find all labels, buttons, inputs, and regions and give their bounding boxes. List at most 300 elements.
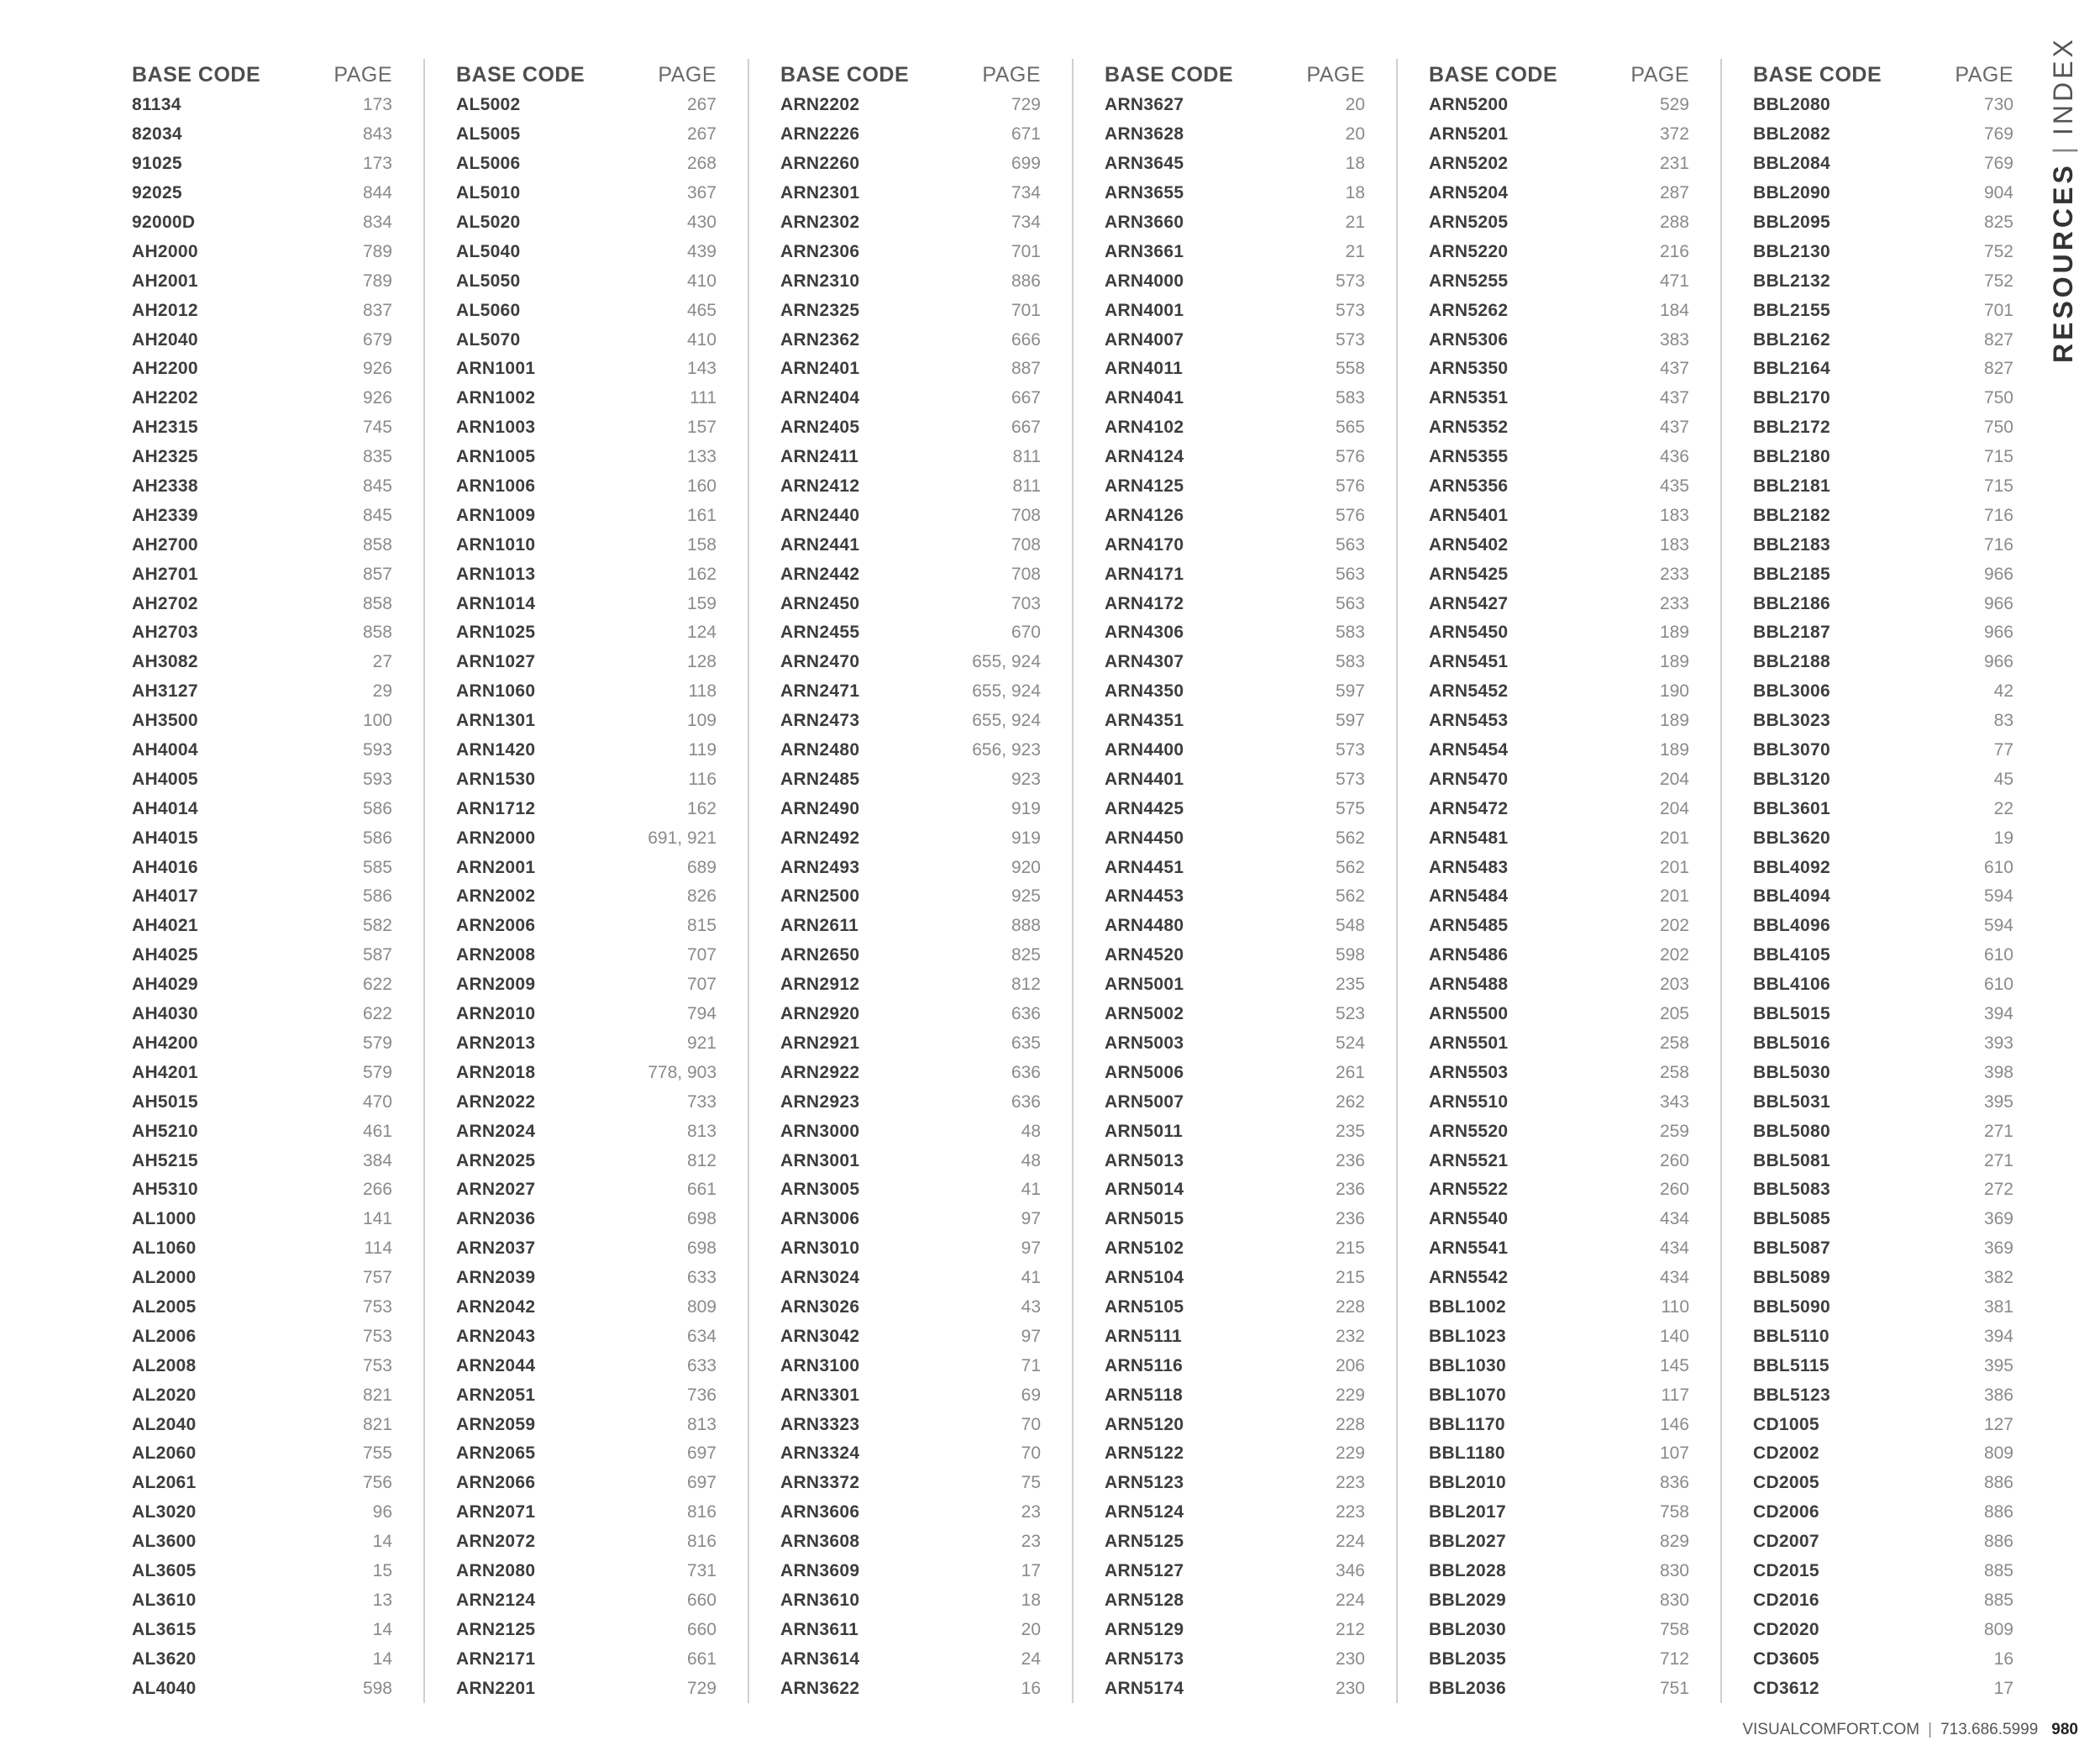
index-row: [780, 707, 1041, 736]
base-code: BBL2180: [1753, 447, 1830, 467]
page-ref: 887: [1011, 359, 1041, 379]
page-ref: 260: [1659, 1150, 1689, 1170]
page-ref: 845: [362, 476, 392, 497]
base-code: BBL2188: [1753, 652, 1830, 672]
page-ref: 622: [362, 975, 392, 995]
section-title: [2048, 36, 2079, 363]
index-row: [132, 1264, 392, 1293]
index-row: [1429, 472, 1689, 502]
index-row: [456, 707, 717, 736]
base-code: ARN2009: [456, 975, 536, 995]
base-code: ARN3606: [780, 1502, 860, 1522]
base-code: ARN4425: [1105, 798, 1184, 818]
index-row: [456, 1644, 717, 1674]
page-ref: 836: [1659, 1473, 1689, 1493]
base-code: AH2325: [132, 447, 198, 467]
base-code: ARN4041: [1105, 388, 1184, 408]
index-row: [1105, 1380, 1365, 1410]
page-ref: 716: [1983, 505, 2013, 525]
index-row: [780, 266, 1041, 296]
page-ref: 813: [686, 1414, 717, 1434]
base-code: ARN5220: [1429, 241, 1509, 261]
base-code: AL5060: [456, 300, 521, 320]
base-code: ARN2325: [780, 300, 860, 320]
index-row: [1753, 1058, 2013, 1087]
page-ref: 811: [1012, 476, 1041, 497]
index-row: [1753, 179, 2013, 208]
index-row: [1753, 1528, 2013, 1557]
base-code: ARN2010: [456, 1004, 536, 1024]
index-row: [132, 1205, 392, 1234]
base-code: BBL3620: [1753, 828, 1830, 848]
index-row: [1753, 120, 2013, 150]
page-ref: 16: [1993, 1648, 2013, 1669]
base-code: ARN2071: [456, 1502, 536, 1522]
page-ref: 593: [362, 740, 392, 760]
page-ref: 594: [1983, 886, 2013, 907]
base-code: ARN2450: [780, 593, 860, 613]
base-code: AH2338: [132, 476, 198, 497]
index-row: [780, 589, 1041, 618]
index-row: [132, 179, 392, 208]
page-ref: 660: [686, 1590, 717, 1610]
base-code: ARN5127: [1105, 1560, 1184, 1580]
page-ref: 886: [1983, 1532, 2013, 1552]
page-ref: 821: [362, 1385, 392, 1405]
page-ref: 159: [686, 593, 717, 613]
page-ref: 48: [1021, 1150, 1041, 1170]
index-row: [1753, 560, 2013, 589]
base-code: BBL2172: [1753, 418, 1830, 438]
index-row: [456, 150, 717, 179]
base-code: ARN4307: [1105, 652, 1184, 672]
column-header: [1105, 59, 1365, 91]
base-code: ARN5350: [1429, 359, 1509, 379]
page-ref: 573: [1335, 300, 1365, 320]
index-row: [1753, 1264, 2013, 1293]
index-row: [132, 1175, 392, 1205]
index-row: [456, 1293, 717, 1322]
page-ref: 470: [362, 1091, 392, 1112]
index-row: [1753, 530, 2013, 560]
header-base-code: BASE CODE: [1429, 62, 1558, 87]
page-ref: 586: [362, 798, 392, 818]
index-row: [780, 208, 1041, 238]
base-code: AL4040: [132, 1678, 197, 1698]
base-code: ARN2306: [780, 241, 860, 261]
footer-phone: 713.686.5999: [1940, 1721, 2039, 1738]
index-row: [1753, 1000, 2013, 1029]
page-ref: 75: [1021, 1473, 1041, 1493]
base-code: ARN2066: [456, 1473, 536, 1493]
index-row: [1753, 1469, 2013, 1498]
page-ref: 259: [1659, 1121, 1689, 1141]
page-ref: 183: [1659, 505, 1689, 525]
page-ref: 71: [1021, 1355, 1041, 1375]
page-ref: 369: [1983, 1209, 2013, 1229]
base-code: ARN2473: [780, 711, 860, 731]
base-code: ARN1013: [456, 564, 536, 584]
header-base-code: BASE CODE: [1105, 62, 1234, 87]
base-code: ARN5111: [1105, 1326, 1182, 1346]
index-row: [780, 765, 1041, 794]
base-code: ARN2470: [780, 652, 860, 672]
base-code: ARN1530: [456, 769, 536, 789]
index-row: [1105, 1644, 1365, 1674]
index-row: [132, 1674, 392, 1703]
index-row: [132, 530, 392, 560]
page-ref: 116: [688, 769, 717, 789]
page-ref: 812: [1011, 975, 1041, 995]
page-ref: 830: [1659, 1590, 1689, 1610]
page-ref: 69: [1021, 1385, 1041, 1405]
page-ref: 369: [1983, 1238, 2013, 1259]
index-row: [1105, 1322, 1365, 1351]
base-code: CD2002: [1753, 1443, 1819, 1464]
base-code: AL3605: [132, 1560, 197, 1580]
page-ref: 691, 921: [648, 828, 717, 848]
page-ref: 622: [362, 1004, 392, 1024]
base-code: AL3620: [132, 1648, 197, 1669]
index-row: [1753, 384, 2013, 413]
page-ref: 573: [1335, 740, 1365, 760]
page-ref: 128: [686, 652, 717, 672]
index-row: [456, 355, 717, 384]
page-ref: 20: [1345, 124, 1365, 145]
base-code: ARN2042: [456, 1296, 536, 1317]
base-code: ARN2650: [780, 945, 860, 965]
index-row: [1429, 1585, 1689, 1615]
index-row: [1429, 266, 1689, 296]
page-ref: 698: [686, 1209, 717, 1229]
base-code: ARN5401: [1429, 505, 1509, 525]
index-row: [456, 882, 717, 912]
index-row: [1429, 707, 1689, 736]
base-code: ARN4172: [1105, 593, 1184, 613]
page-ref: 212: [1335, 1619, 1365, 1639]
page-ref: 751: [1659, 1678, 1689, 1698]
base-code: ARN4000: [1105, 271, 1184, 291]
index-row: [1429, 150, 1689, 179]
base-code: AH4005: [132, 769, 198, 789]
page-ref: 41: [1021, 1268, 1041, 1288]
base-code: ARN4350: [1105, 681, 1184, 702]
page-ref: 215: [1335, 1238, 1365, 1259]
base-code: ARN3627: [1105, 95, 1184, 115]
index-row: [1429, 1439, 1689, 1469]
base-code: CD2007: [1753, 1532, 1819, 1552]
index-column: [1072, 59, 1396, 1703]
index-row: [780, 1351, 1041, 1380]
page-ref: 597: [1335, 681, 1365, 702]
base-code: ARN2072: [456, 1532, 536, 1552]
index-row: [1105, 1175, 1365, 1205]
index-row: [1753, 941, 2013, 970]
page-ref: 736: [686, 1385, 717, 1405]
index-row: [132, 648, 392, 677]
index-row: [1753, 1557, 2013, 1586]
index-row: [1429, 560, 1689, 589]
base-code: BBL2095: [1753, 213, 1830, 232]
page-ref: 236: [1335, 1150, 1365, 1170]
page-ref: 813: [686, 1121, 717, 1141]
base-code: ARN5483: [1429, 857, 1509, 877]
index-row: [456, 1674, 717, 1703]
base-code: ARN5472: [1429, 798, 1509, 818]
index-row: [780, 1557, 1041, 1586]
base-code: AH4030: [132, 1004, 198, 1024]
page-ref: 667: [1011, 388, 1041, 408]
index-row: [1429, 853, 1689, 882]
page-ref: 109: [686, 711, 717, 731]
page-ref: 716: [1983, 534, 2013, 555]
base-code: ARN2485: [780, 769, 860, 789]
index-column: [423, 59, 748, 1703]
page-ref: 18: [1345, 154, 1365, 174]
base-code: ARN4453: [1105, 886, 1184, 907]
page-ref: 565: [1335, 418, 1365, 438]
index-row: [132, 707, 392, 736]
base-code: AH2703: [132, 623, 198, 643]
base-code: ARN2490: [780, 798, 860, 818]
index-row: [1105, 1293, 1365, 1322]
base-code: BBL2155: [1753, 300, 1830, 320]
page-ref: 21: [1345, 213, 1365, 232]
base-code: AH2700: [132, 534, 198, 555]
base-code: AL1060: [132, 1238, 197, 1259]
index-row: [132, 560, 392, 589]
page-ref: 708: [1011, 505, 1041, 525]
base-code: ARN2039: [456, 1268, 536, 1288]
index-row: [1429, 1615, 1689, 1644]
page-ref: 184: [1659, 300, 1689, 320]
page-ref: 598: [1335, 945, 1365, 965]
index-row: [456, 1380, 717, 1410]
base-code: ARN5520: [1429, 1121, 1509, 1141]
base-code: BBL4092: [1753, 857, 1830, 877]
index-row: [1429, 120, 1689, 150]
page-ref: 27: [372, 652, 392, 672]
page-ref: 189: [1659, 652, 1689, 672]
page-ref: 14: [372, 1619, 392, 1639]
base-code: ARN5255: [1429, 271, 1509, 291]
index-row: [456, 1175, 717, 1205]
page-ref: 268: [686, 154, 717, 174]
index-row: [456, 648, 717, 677]
index-row: [456, 237, 717, 266]
base-code: ARN2302: [780, 213, 860, 232]
page-ref: 143: [686, 359, 717, 379]
index-row: [456, 530, 717, 560]
page-ref: 23: [1021, 1502, 1041, 1522]
base-code: ARN5306: [1429, 329, 1509, 350]
page-ref: 734: [1011, 213, 1041, 232]
index-row: [1105, 501, 1365, 530]
page-ref: 18: [1021, 1590, 1041, 1610]
base-code: ARN2059: [456, 1414, 536, 1434]
page-ref: 382: [1983, 1268, 2013, 1288]
base-code: ARN3372: [780, 1473, 860, 1493]
header-page: PAGE: [333, 62, 392, 87]
page-ref: 162: [686, 798, 717, 818]
page-ref: 576: [1335, 447, 1365, 467]
index-row: [780, 560, 1041, 589]
base-code: CD2020: [1753, 1619, 1819, 1639]
index-row: [132, 266, 392, 296]
index-row: [780, 970, 1041, 1000]
base-code: ARN3645: [1105, 154, 1184, 174]
index-table: [132, 59, 2045, 1703]
page-ref: 582: [362, 916, 392, 936]
index-row: [1105, 882, 1365, 912]
header-base-code: BASE CODE: [780, 62, 910, 87]
index-column: [1720, 59, 2045, 1703]
index-row: [1105, 1528, 1365, 1557]
index-row: [1429, 530, 1689, 560]
footer-separator: |: [1928, 1721, 1933, 1738]
base-code: BBL3120: [1753, 769, 1830, 789]
base-code: ARN4007: [1105, 329, 1184, 350]
page-ref: 394: [1983, 1326, 2013, 1346]
base-code: ARN2440: [780, 505, 860, 525]
base-code: ARN5124: [1105, 1502, 1184, 1522]
index-row: [132, 1293, 392, 1322]
page-ref: 437: [1659, 388, 1689, 408]
base-code: ARN1027: [456, 652, 536, 672]
page-ref: 755: [362, 1443, 392, 1464]
base-code: BBL4094: [1753, 886, 1830, 907]
page-ref: 145: [1659, 1355, 1689, 1375]
index-row: [1753, 1293, 2013, 1322]
page-ref: 809: [1983, 1443, 2013, 1464]
base-code: BBL3023: [1753, 711, 1830, 731]
page-ref: 70: [1021, 1414, 1041, 1434]
base-code: CD1005: [1753, 1414, 1819, 1434]
index-row: [1753, 882, 2013, 912]
index-row: [1429, 1293, 1689, 1322]
page-ref: 233: [1659, 564, 1689, 584]
base-code: ARN5503: [1429, 1062, 1509, 1082]
page-ref: 633: [686, 1355, 717, 1375]
index-row: [456, 120, 717, 150]
base-code: BBL4105: [1753, 945, 1830, 965]
page-ref: 161: [686, 505, 717, 525]
index-row: [1753, 355, 2013, 384]
base-code: ARN3628: [1105, 124, 1184, 145]
base-code: ARN2260: [780, 154, 860, 174]
page-ref: 966: [1983, 652, 2013, 672]
base-code: AH3127: [132, 681, 198, 702]
page-ref: 146: [1659, 1414, 1689, 1434]
page-ref: 563: [1335, 593, 1365, 613]
page-ref: 384: [362, 1150, 392, 1170]
page-ref: 343: [1659, 1091, 1689, 1112]
base-code: ARN2201: [456, 1678, 536, 1698]
page-ref: 261: [1335, 1062, 1365, 1082]
index-row: [780, 1380, 1041, 1410]
index-row: [1105, 472, 1365, 502]
index-row: [1429, 1557, 1689, 1586]
base-code: AH5215: [132, 1150, 198, 1170]
page-ref: 830: [1659, 1560, 1689, 1580]
index-row: [780, 1087, 1041, 1117]
index-row: [1429, 736, 1689, 765]
page-ref: 114: [364, 1238, 392, 1259]
index-row: [132, 120, 392, 150]
index-row: [132, 1469, 392, 1498]
page-ref: 386: [1983, 1385, 2013, 1405]
index-row: [132, 882, 392, 912]
index-row: [456, 1029, 717, 1059]
base-code: AL2005: [132, 1296, 197, 1317]
index-row: [1753, 1146, 2013, 1175]
page-ref: 703: [1011, 593, 1041, 613]
base-code: BBL2132: [1753, 271, 1830, 291]
base-code: BBL2181: [1753, 476, 1830, 497]
index-row: [456, 179, 717, 208]
index-row: [1105, 325, 1365, 355]
base-code: ARN5173: [1105, 1648, 1184, 1669]
index-row: [1105, 1000, 1365, 1029]
base-code: ARN5540: [1429, 1209, 1509, 1229]
page-ref: 288: [1659, 213, 1689, 232]
index-row: [1429, 589, 1689, 618]
index-row: [780, 618, 1041, 648]
base-code: ARN3301: [780, 1385, 860, 1405]
page-ref: 825: [1983, 213, 2013, 232]
index-row: [1753, 648, 2013, 677]
base-code: ARN2018: [456, 1062, 536, 1082]
index-row: [456, 765, 717, 794]
index-row: [1105, 1410, 1365, 1439]
base-code: ARN4170: [1105, 534, 1184, 555]
page-ref: 461: [362, 1121, 392, 1141]
page-ref: 435: [1659, 476, 1689, 497]
index-row: [132, 823, 392, 853]
base-code: 91025: [132, 154, 182, 174]
base-code: ARN2442: [780, 564, 860, 584]
index-row: [1429, 1674, 1689, 1703]
base-code: ARN5122: [1105, 1443, 1184, 1464]
index-row: [456, 1264, 717, 1293]
column-header: [456, 59, 717, 91]
base-code: ARN1006: [456, 476, 536, 497]
page-ref: 223: [1335, 1473, 1365, 1493]
base-code: ARN5521: [1429, 1150, 1509, 1170]
base-code: AL5040: [456, 241, 521, 261]
index-row: [780, 1205, 1041, 1234]
base-code: AH4004: [132, 740, 198, 760]
index-row: [132, 1087, 392, 1117]
index-row: [780, 648, 1041, 677]
base-code: ARN5201: [1429, 124, 1509, 145]
page-ref: 367: [686, 183, 717, 203]
base-code: CD2005: [1753, 1473, 1819, 1493]
index-row: [456, 208, 717, 238]
header-base-code: BASE CODE: [1753, 62, 1882, 87]
base-code: ARN1005: [456, 447, 536, 467]
index-row: [1753, 1585, 2013, 1615]
page-ref: 231: [1659, 154, 1689, 174]
index-row: [456, 501, 717, 530]
base-code: ARN3610: [780, 1590, 860, 1610]
page-ref: 14: [372, 1532, 392, 1552]
page-ref: 794: [686, 1004, 717, 1024]
index-row: [1429, 1410, 1689, 1439]
index-row: [456, 677, 717, 707]
index-row: [780, 355, 1041, 384]
base-code: ARN5202: [1429, 154, 1509, 174]
